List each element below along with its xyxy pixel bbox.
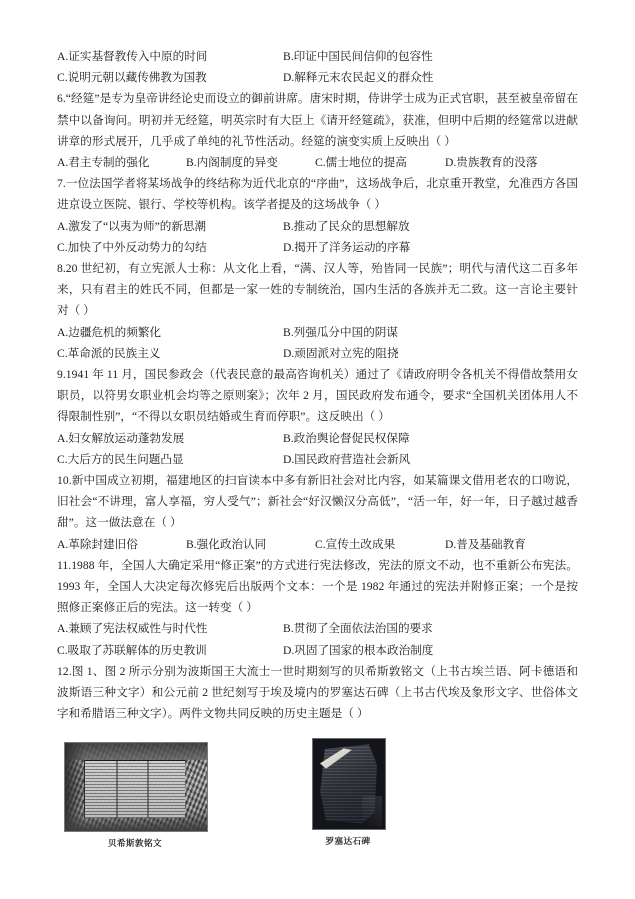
option-b[interactable]: B.强化政治认同 bbox=[186, 537, 267, 551]
figure-group bbox=[57, 738, 578, 870]
options-single-row bbox=[57, 152, 578, 173]
options-two-column bbox=[57, 618, 578, 660]
option-row-cd bbox=[57, 237, 578, 258]
option-row-ab bbox=[57, 428, 578, 449]
question-block-q10 bbox=[57, 470, 578, 555]
option-b[interactable]: B.内阁制度的异变 bbox=[186, 155, 278, 169]
option-d[interactable]: D.普及基础教育 bbox=[445, 537, 526, 551]
option-row-ab bbox=[57, 618, 578, 639]
option-a[interactable]: A.证实基督教传入中原的时间 bbox=[57, 50, 208, 63]
question-block-q5-options bbox=[57, 46, 578, 88]
option-d[interactable]: D.解释元末农民起义的群众性 bbox=[283, 71, 434, 85]
option-b[interactable]: B.贯彻了全面依法治国的要求 bbox=[283, 622, 433, 636]
options-two-column bbox=[57, 216, 578, 258]
option-row-ab bbox=[57, 322, 578, 343]
question-block-q11 bbox=[57, 555, 578, 661]
option-c[interactable]: C.宣传土改成果 bbox=[315, 537, 396, 551]
options-two-column bbox=[57, 46, 578, 88]
question-block-q9 bbox=[57, 364, 578, 470]
option-b[interactable]: B.印证中国民间信仰的包容性 bbox=[283, 50, 433, 63]
question-block-q8 bbox=[57, 258, 578, 364]
figure-1 bbox=[64, 742, 206, 849]
options-single-row bbox=[57, 534, 578, 555]
question-stem: 8.20 世纪初，有立宪派人士称：从文化上看，“满、汉人等，殆皆同一民族”；明代与清代这二百多年来，只有君主的姓氏不同，但都是一家一姓的专制统治，国内生活的各族并无二致。这一言论主要针对（ ） bbox=[57, 261, 578, 318]
option-c[interactable]: C.说明元朝以藏传佛教为国教 bbox=[57, 71, 207, 85]
option-a[interactable]: A.兼顾了宪法权威性与时代性 bbox=[57, 622, 208, 636]
option-c[interactable]: C.大后方的民生问题凸显 bbox=[57, 452, 184, 466]
figure-2 bbox=[312, 738, 384, 847]
option-a[interactable]: A.边疆危机的频繁化 bbox=[57, 325, 162, 339]
option-d[interactable]: D.贵族教育的没落 bbox=[445, 155, 538, 169]
option-row-ab bbox=[57, 46, 578, 67]
question-block-q6 bbox=[57, 88, 578, 173]
option-row-ab bbox=[57, 216, 578, 237]
stone-edge-shadow bbox=[362, 796, 382, 826]
option-c[interactable]: C.加快了中外反动势力的勾结 bbox=[57, 240, 207, 254]
option-row-cd bbox=[57, 67, 578, 88]
options-two-column bbox=[57, 322, 578, 364]
option-c[interactable]: C.革命派的民族主义 bbox=[57, 346, 161, 360]
question-stem: 9.1941 年 11 月，国民参政会（代表民意的最高咨询机关）通过了《请政府明令各机关不得借故禁用女职员，以符男女职业机会均等之原则案》；次年 2 月，国民政府发布通令，要求“全国机关团体用人不得限制性别”，“不得以女职员结婚或生育而停职”。这反映出（ ） bbox=[57, 367, 578, 424]
option-c[interactable]: C.儒士地位的提高 bbox=[315, 155, 407, 169]
option-b[interactable]: B.列强瓜分中国的阴谋 bbox=[283, 325, 398, 339]
rosetta-stone-photo bbox=[312, 738, 386, 830]
option-b[interactable]: B.推动了民众的思想解放 bbox=[283, 219, 410, 233]
option-c[interactable]: C.吸取了苏联解体的历史教训 bbox=[57, 643, 207, 657]
options-two-column bbox=[57, 428, 578, 470]
question-stem: 6.“经筵”是专为皇帝讲经论史而设立的御前讲席。唐宋时期，侍讲学士成为正式官职，甚至被皇帝留在禁中以备询问。明初并无经筵，明英宗时有大臣上《请开经筵疏》，获准，但明中后期的经筵常以进献讲章的形式展开，几乎成了单纯的礼节性活动。经筵的演变实质上反映出（ ） bbox=[57, 92, 578, 148]
question-stem: 10.新中国成立初期，福建地区的扫盲读本中多有新旧社会对比内容，如某篇课文借用老农的口吻说，旧社会“不讲理，富人享福，穷人受气”；新社会“好汉懒汉分高低”，“活一年，好一年，日子越过越香甜”。这一做法意在（ ） bbox=[57, 473, 578, 530]
option-a[interactable]: A.君主专制的强化 bbox=[57, 155, 150, 169]
option-row-cd bbox=[57, 640, 578, 661]
panel-divider bbox=[116, 761, 118, 818]
option-b[interactable]: B.政治舆论督促民权保障 bbox=[283, 431, 410, 445]
option-d[interactable]: D.揭开了洋务运动的序幕 bbox=[283, 240, 411, 254]
question-stem: 12.图 1、图 2 所示分别为波斯国王大流士一世时期刻写的贝希斯敦铭文（上书古埃兰语、阿卡德语和波斯语三种文字）和公元前 2 世纪刻写于埃及境内的罗塞达石碑（上书古代埃及象形文字、世俗体文字和希腊语三种文字）。两件文物共同反映的历史主题是（ ） bbox=[57, 664, 578, 721]
figure-1-caption: 贝希斯敦铭文 bbox=[108, 838, 162, 849]
page-content-column bbox=[57, 46, 578, 870]
question-stem: 11.1988 年，全国人大确定采用“修正案”的方式进行宪法修改，宪法的原文不动，也不重新公布宪法。1993 年，全国人大决定每次修宪后出版两个文本：一个是 1982 年通过的宪法并附修正案；一个是按照修正案修正后的宪法。这一转变（ ） bbox=[57, 558, 578, 615]
option-d[interactable]: D.顽固派对立宪的阻挠 bbox=[283, 346, 399, 360]
panel-divider bbox=[147, 761, 149, 818]
question-block-q12 bbox=[57, 661, 578, 871]
option-a[interactable]: A.革除封建旧俗 bbox=[57, 537, 138, 551]
inscription-panel bbox=[84, 760, 185, 818]
figure-2-caption: 罗塞达石碑 bbox=[325, 836, 371, 847]
option-a[interactable]: A.妇女解放运动蓬勃发展 bbox=[57, 431, 185, 445]
option-row-cd bbox=[57, 343, 578, 364]
option-d[interactable]: D.巩固了国家的根本政治制度 bbox=[283, 643, 434, 657]
question-block-q7 bbox=[57, 173, 578, 258]
question-stem: 7.一位法国学者将某场战争的终结称为近代北京的“序曲”，这场战争后，北京重开教堂，允准西方各国进京设立医院、银行、学校等机构。该学者提及的这场战争（ ） bbox=[57, 177, 578, 212]
option-d[interactable]: D.国民政府营造社会新风 bbox=[283, 452, 411, 466]
rock-shadow-top bbox=[65, 743, 207, 760]
option-row-cd bbox=[57, 449, 578, 470]
behistun-inscription-photo bbox=[64, 742, 208, 832]
option-a[interactable]: A.激发了“以夷为师”的新思潮 bbox=[57, 219, 207, 233]
